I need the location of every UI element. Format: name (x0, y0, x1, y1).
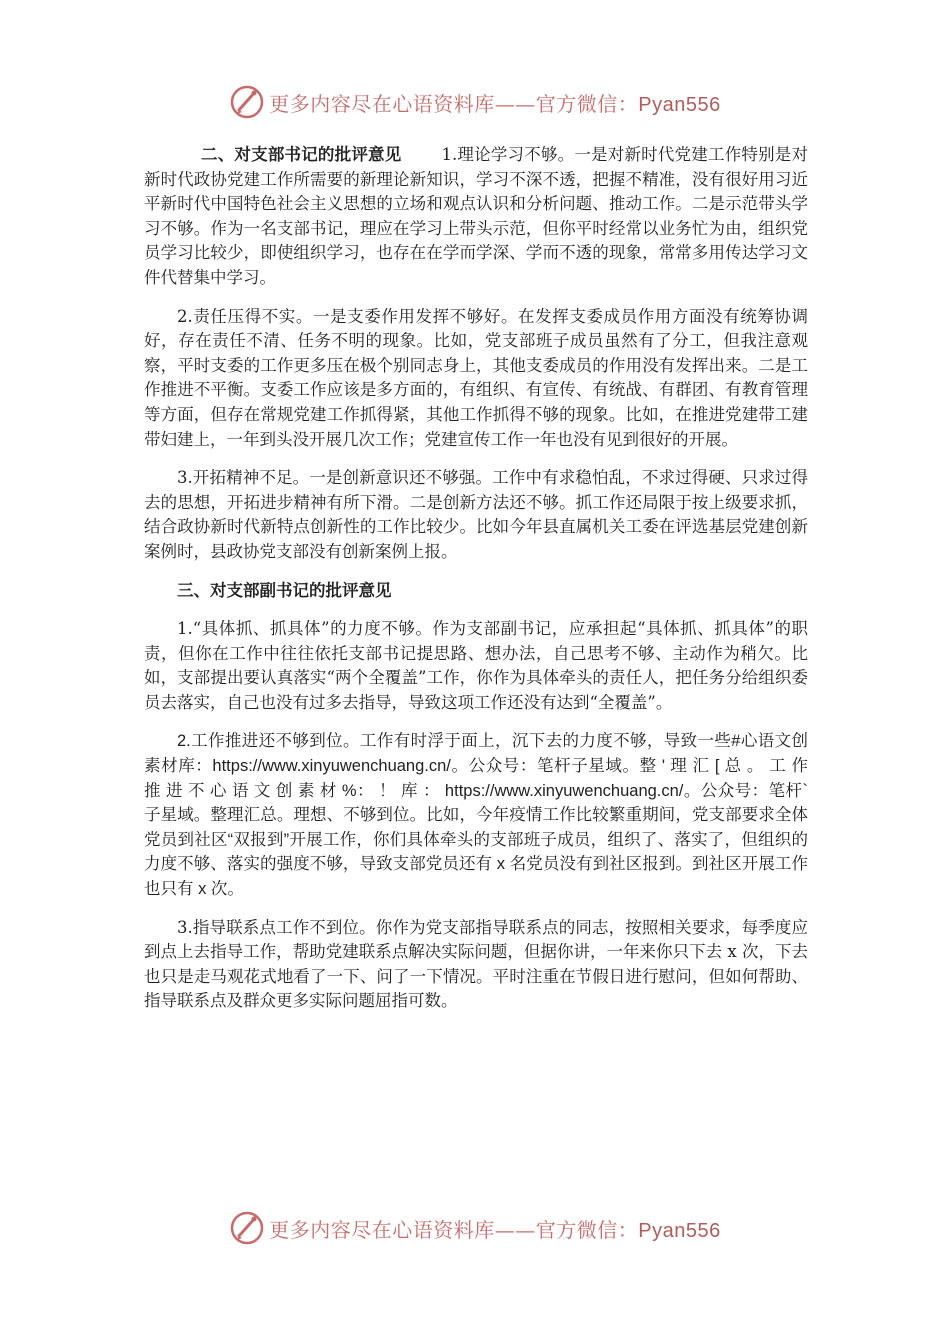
header-banner-text: 更多内容尽在心语资料库——官方微信：Pyan556 (269, 91, 721, 116)
paragraph-s2-p2: 2.责任压得不实。一是支委作用发挥不够好。在发挥支委成员作用方面没有统筹协调好，存在责任不清、任务不明的现象。比如，党支部班子成员虽然有了分工，但我注意观察，平时支委的工作更多压在极个别同志身上，其他支委成员的作用没有发挥出来。二是工作推进不平衡。支委工作应该是多方面的，有组织、有宣传、有统战、有群团、有教育管理等方面，但存在常规党建工作抓得紧，其他工作抓得不够的现象。比如，在推进党建带工建带妇建上，一年到头没开展几次工作；党建宣传工作一年也没有见到很好的开展。 (144, 306, 808, 449)
section-heading-3: 三、对支部副书记的批评意见 (177, 580, 392, 600)
paragraph-s2-p1: 二、对支部书记的批评意见 1.理论学习不够。一是对新时代党建工作特别是对新时代政协党建工作所需要的新理论新知识，学习不深不透，把握不精准，没有很好用习近平新时代中国特色社会主义思想的立场和观点认识和分析问题、推动工作。二是示范带头学习不够。作为一名支部书记，理应在学习上带头示范，但你平时经常以业务忙为由，组织党员学习比较少，即使组织学习，也存在在学而学深、学而不透的现象，常常多用传达学习文件代替集中学习。 (144, 145, 809, 287)
paragraph-s3-p1: 1.“具体抓、抓具体”的力度不够。作为支部副书记，应承担起“具体抓、抓具体”的职责，但你在工作中往往依托支部书记提思路、想办法，自己思考不够、主动作为稍欠。比如，支部提出要认真落实“两个全覆盖”工作，你作为具体牵头的责任人，把任务分给组织委员去落实，自己也没有过多去指导，导致这项工作还没有达到“全覆盖”。 (144, 619, 808, 712)
section-heading-2: 二、对支部书记的批评意见 (201, 145, 402, 164)
footer-banner-text: 更多内容尽在心语资料库——官方微信：Pyan556 (269, 1217, 721, 1242)
pen-logo-icon (229, 1210, 265, 1246)
paragraph-s3-p2: 2.工作推进还不够到位。工作有时浮于面上，沉下去的力度不够，导致一些#心语文创素材库：https://www.xinyuwenchuang.cn/。公众号：笔杆子星域。整 ' 理 汇 [ 总 。 工 作 推 进 不 心 语 文 创 素 材 %： ！ 库 ： https://www.xinyuwenchuang.cn/。公众号：笔杆`子星域。整理汇总。理想、不够到位。比如，今年疫情工作比较繁重期间，党支部要求全体党员到社区“双报到”开展工作，你们具体牵头的支部班子成员，组织了、落实了，但组织的力度不够、落实的强度不够，导致支部党员还有 x 名党员没有到社区报到。到社区开展工作也只有 x 次。 (144, 732, 808, 899)
paragraph-s3-p3: 3.指导联系点工作不到位。你作为党支部指导联系点的同志，按照相关要求，每季度应到点上去指导工作，帮助党建联系点解决实际问题，但据你讲，一年来你只下去 x 次，下去也只是走马观花式地看了一下、问了一下情况。平时注重在节假日进行慰问，但如何帮助、指导联系点及群众更多实际问题屈指可数。 (144, 917, 808, 1011)
pen-logo-icon (229, 84, 265, 120)
paragraph-s2-p3: 3.开拓精神不足。一是创新意识还不够强。工作中有求稳怕乱，不求过得硬、只求过得去的思想，开拓进步精神有所下滑。二是创新方法还不够。抓工作还局限于按上级要求抓，结合政协新时代新特点创新性的工作比较少。比如今年县直属机关工委在评选基层党建创新案例时，县政协党支部没有创新案例上报。 (144, 468, 808, 561)
document-body (144, 143, 808, 1028)
header-banner (0, 82, 950, 122)
footer-banner (0, 1208, 950, 1248)
